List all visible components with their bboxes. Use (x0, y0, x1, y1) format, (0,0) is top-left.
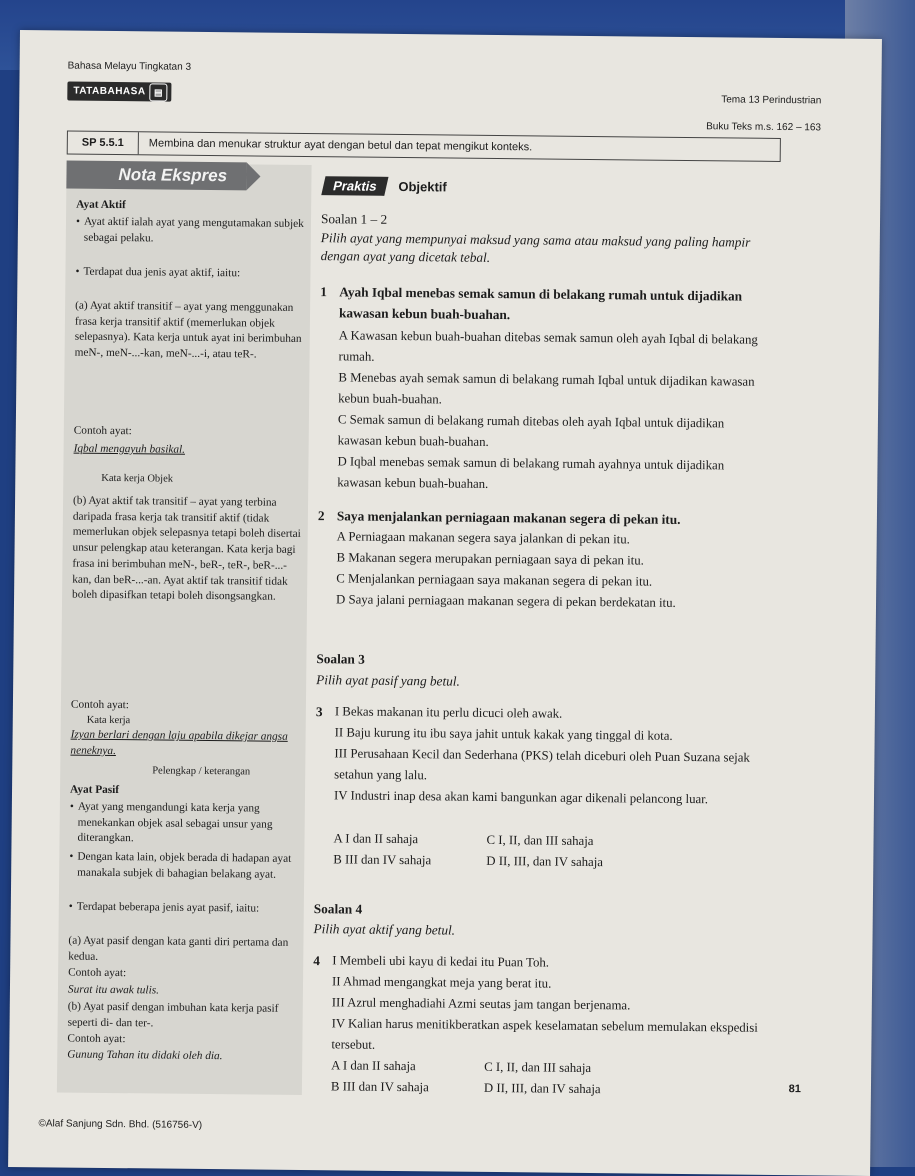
soalan-heading: Soalan 3 (316, 651, 365, 667)
option: B Makanan segera merupakan perniagaan saya di pekan itu. (336, 550, 644, 568)
question-stem: Saya menjalankan perniagaan makanan segera di pekan itu. (336, 508, 681, 527)
option: C Semak samun di belakang rumah ditebas oleh ayah Iqbal untuk dijadikan kawasan kebun buah-buahan. (337, 412, 725, 449)
option: D II, III, dan IV sahaja (483, 1080, 601, 1097)
textbook-page (8, 30, 882, 1176)
option: D Saya jalani perniagaan makanan segera di pekan berdekatan itu. (335, 592, 676, 610)
book-icon: ▤ (149, 83, 167, 101)
nota-line: Contoh ayat: (68, 966, 127, 980)
statement: I Membeli ubi kayu di kedai itu Puan Toh. (332, 953, 550, 970)
nota-line: • Terdapat dua jenis ayat aktif, iaitu: (83, 265, 307, 283)
subject-title: Bahasa Melayu Tingkatan 3 (67, 60, 192, 73)
nota-line: Contoh ayat: (73, 424, 132, 438)
nota-line: Ayat Pasif (69, 783, 120, 797)
question-number: 3 (315, 704, 323, 720)
nota-line: • Terdapat beberapa jenis ayat pasif, iaitu: (77, 900, 301, 918)
tatabahasa-badge (67, 81, 171, 101)
statement: IV Kalian harus menitikberatkan aspek keselamatan sebelum memulakan ekspedisi tersebut. (331, 1016, 758, 1052)
question-number: 1 (320, 284, 328, 300)
standard-box (67, 130, 781, 161)
statement: II Baju kurung itu ibu saya jahit untuk kakak yang tinggal di kota. (334, 725, 673, 743)
nota-line: Contoh ayat: (67, 1032, 126, 1046)
soalan-heading: Soalan 1 – 2 (320, 211, 388, 227)
statement: IV Industri inap desa akan kami bangunkan agar dikenali pelancong luar. (333, 788, 709, 807)
question-number: 4 (313, 953, 321, 969)
nota-line: Gunung Tahan itu didaki oleh dia. (67, 1048, 223, 1063)
nota-line: Contoh ayat: (70, 698, 130, 712)
soalan-heading: Soalan 4 (313, 901, 363, 917)
option: A Kawasan kebun buah-buahan ditebas semak samun oleh ayah Iqbal di belakang rumah. (338, 328, 758, 364)
statement: III Perusahaan Kecil dan Sederhana (PKS) telah diceburi oleh Puan Suzana sejak setahun yang lalu. (334, 746, 750, 783)
soalan-instruction: Pilih ayat pasif yang betul. (316, 672, 460, 689)
option: C I, II, dan III sahaja (484, 1059, 592, 1076)
option: C Menjalankan perniagaan saya makanan segera di pekan itu. (336, 571, 653, 589)
nota-line: Ayat Aktif (76, 198, 126, 212)
statement: III Azrul menghadiahi Azmi seutas jam tangan berjenama. (331, 995, 631, 1013)
sp-text: Membina dan menukar struktur ayat dengan betul dan tepat mengikut konteks. (148, 137, 533, 154)
textbook-reference: Buku Teks m.s. 162 – 163 (706, 121, 822, 134)
option: C I, II, dan III sahaja (486, 832, 594, 849)
page-number: 81 (788, 1083, 802, 1096)
nota-line: (a) Ayat aktif transitif – ayat yang menggunakan frasa kerja transitif aktif (memerlukan objek selepasnya). Kata kerja untuk ayat ini berimbuhan meN-, meN-...-kan, meN-...-i, atau teR-. (74, 299, 302, 361)
nota-line: Pelengkap / keterangan (152, 765, 251, 778)
soalan-instruction: Pilih ayat yang mempunyai maksud yang sama atau maksud yang paling hampir dengan ayat yang dicetak tebal. (320, 230, 751, 265)
nota-line: (b) Ayat aktif tak transitif – ayat yang terbina daripada frasa kerja tak transitif aktif (tidak memerlukan objek selepasnya tetapi boleh disertai unsur pelengkap atau keterangan. Kata kerja bagi frasa ini berimbuhan meN-, beR-, teR-, beR-...-kan, dan beR-...-an. Ayat aktif tak transitif tidak boleh dipasifkan tetapi boleh disongsangkan. (72, 494, 301, 603)
sp-code: SP 5.5.1 (68, 132, 139, 155)
badge-label: TATABAHASA (73, 85, 146, 98)
statement: I Bekas makanan itu perlu dicuci oleh awak. (334, 704, 563, 721)
nota-line: • Dengan kata lain, objek berada di hadapan ayat manakala subjek di bahagian belakang ayat. (77, 850, 301, 884)
option: D II, III, dan IV sahaja (486, 853, 604, 870)
nota-line: Iqbal mengayuh basikal. (73, 442, 186, 456)
option: B Menebas ayah semak samun di belakang rumah Iqbal untuk dijadikan kawasan kebun buah-buahan. (338, 370, 755, 407)
option: B III dan IV sahaja (330, 1079, 429, 1095)
nota-line: Izyan berlari dengan laju apabila dikejar angsa neneknya. (70, 728, 288, 757)
praktis-badge: Praktis (321, 176, 389, 196)
option: B III dan IV sahaja (333, 852, 432, 868)
nota-line: Surat itu awak tulis. (67, 983, 160, 997)
question-stem: Ayah Iqbal menebas semak samun di belakang rumah untuk dijadikan kawasan kebun buah-buahan. (338, 284, 743, 323)
question-number: 2 (317, 508, 325, 524)
objektif-title: Objektif (398, 178, 447, 195)
nota-line: • Ayat yang mengandungi kata kerja yang menekankan objek asal sebagai unsur yang diterangkan. (77, 800, 301, 849)
option: D Iqbal menebas semak samun di belakang rumah ayahnya untuk dijadikan kawasan kebun buah-buahan. (337, 454, 725, 491)
theme-label: Tema 13 Perindustrian (721, 94, 822, 107)
nota-line: • Ayat aktif ialah ayat yang mengutamakan subjek sebagai pelaku. (84, 215, 308, 249)
statement: II Ahmad mengangkat meja yang berat itu. (331, 974, 552, 991)
option: A Perniagaan makanan segera saya jalankan di pekan itu. (336, 529, 630, 547)
option: A I dan II sahaja (333, 831, 419, 847)
nota-line: Kata kerja (86, 714, 131, 727)
nota-title: Nota Ekspres (66, 160, 246, 190)
nota-line: (a) Ayat pasif dengan kata ganti diri pertama dan kedua. (68, 934, 289, 963)
option: A I dan II sahaja (331, 1058, 416, 1074)
copyright: ©Alaf Sanjung Sdn. Bhd. (516756-V) (38, 1118, 203, 1131)
soalan-instruction: Pilih ayat aktif yang betul. (313, 921, 456, 938)
nota-line: Kata kerja Objek (101, 472, 174, 485)
nota-line: (b) Ayat pasif dengan imbuhan kata kerja pasif seperti di- dan ter-. (67, 1000, 279, 1030)
